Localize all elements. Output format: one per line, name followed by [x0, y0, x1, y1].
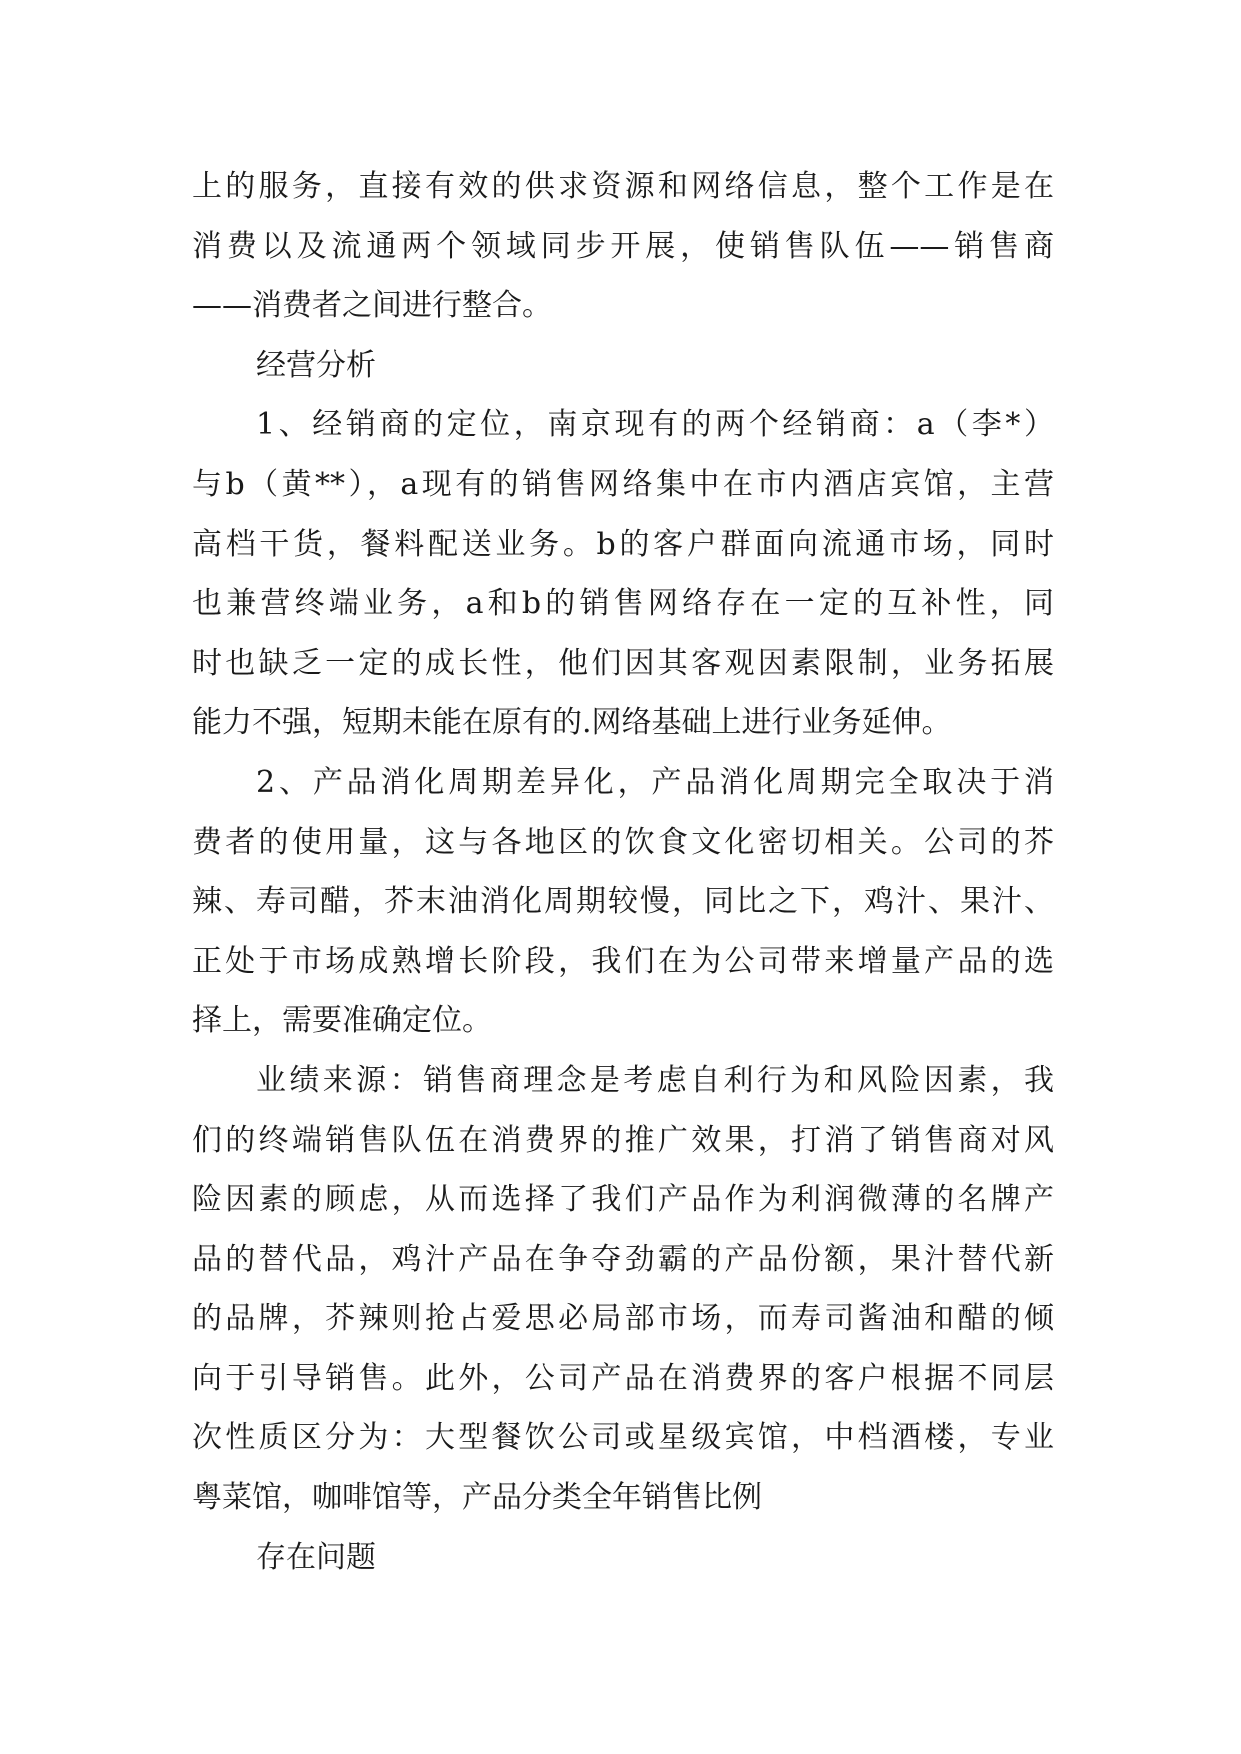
text-line: 正处于市场成熟增长阶段，我们在为公司带来增量产品的选 — [192, 943, 1054, 979]
text-line: 们的终端销售队伍在消费界的推广效果，打消了销售商对风 — [192, 1122, 1054, 1158]
text-line: 能力不强，短期未能在原有的.网络基础上进行业务延伸。 — [192, 705, 952, 741]
text-line: 2、产品消化周期差异化，产品消化周期完全取决于消 — [256, 764, 1054, 800]
text-line: 存在问题 — [256, 1539, 376, 1575]
text-line: 1、经销商的定位，南京现有的两个经销商：a（李*） — [256, 407, 1054, 443]
text-line: 险因素的顾虑，从而选择了我们产品作为利润微薄的名牌产 — [192, 1182, 1054, 1218]
text-line: 业绩来源：销售商理念是考虑自利行为和风险因素，我 — [256, 1062, 1054, 1098]
text-line: 品的替代品，鸡汁产品在争夺劲霸的产品份额，果汁替代新 — [192, 1241, 1054, 1277]
text-line: 向于引导销售。此外，公司产品在消费界的客户根据不同层 — [192, 1360, 1054, 1396]
text-line: 高档干货，餐料配送业务。b的客户群面向流通市场，同时 — [192, 526, 1054, 562]
document-body — [192, 157, 1054, 1587]
text-line: 次性质区分为：大型餐饮公司或星级宾馆，中档酒楼，专业 — [192, 1420, 1054, 1456]
text-line: 也兼营终端业务，a和b的销售网络存在一定的互补性，同 — [192, 586, 1054, 622]
text-line: 与b（黄**），a现有的销售网络集中在市内酒店宾馆，主营 — [192, 466, 1054, 502]
text-line: 时也缺乏一定的成长性，他们因其客观因素限制，业务拓展 — [192, 645, 1054, 681]
text-line: ——消费者之间进行整合。 — [192, 288, 552, 324]
text-line: 费者的使用量，这与各地区的饮食文化密切相关。公司的芥 — [192, 824, 1054, 860]
text-line: 消费以及流通两个领域同步开展，使销售队伍——销售商 — [192, 228, 1054, 264]
text-line: 粤菜馆，咖啡馆等，产品分类全年销售比例 — [192, 1480, 762, 1516]
text-line: 经营分析 — [256, 347, 376, 383]
text-line: 的品牌，芥辣则抢占爱思必局部市场，而寿司酱油和醋的倾 — [192, 1301, 1054, 1337]
text-line: 上的服务，直接有效的供求资源和网络信息，整个工作是在 — [192, 169, 1054, 204]
text-line: 辣、寿司醋，芥末油消化周期较慢，同比之下，鸡汁、果汁、 — [192, 884, 1054, 920]
text-line: 择上，需要准确定位。 — [192, 1003, 492, 1039]
